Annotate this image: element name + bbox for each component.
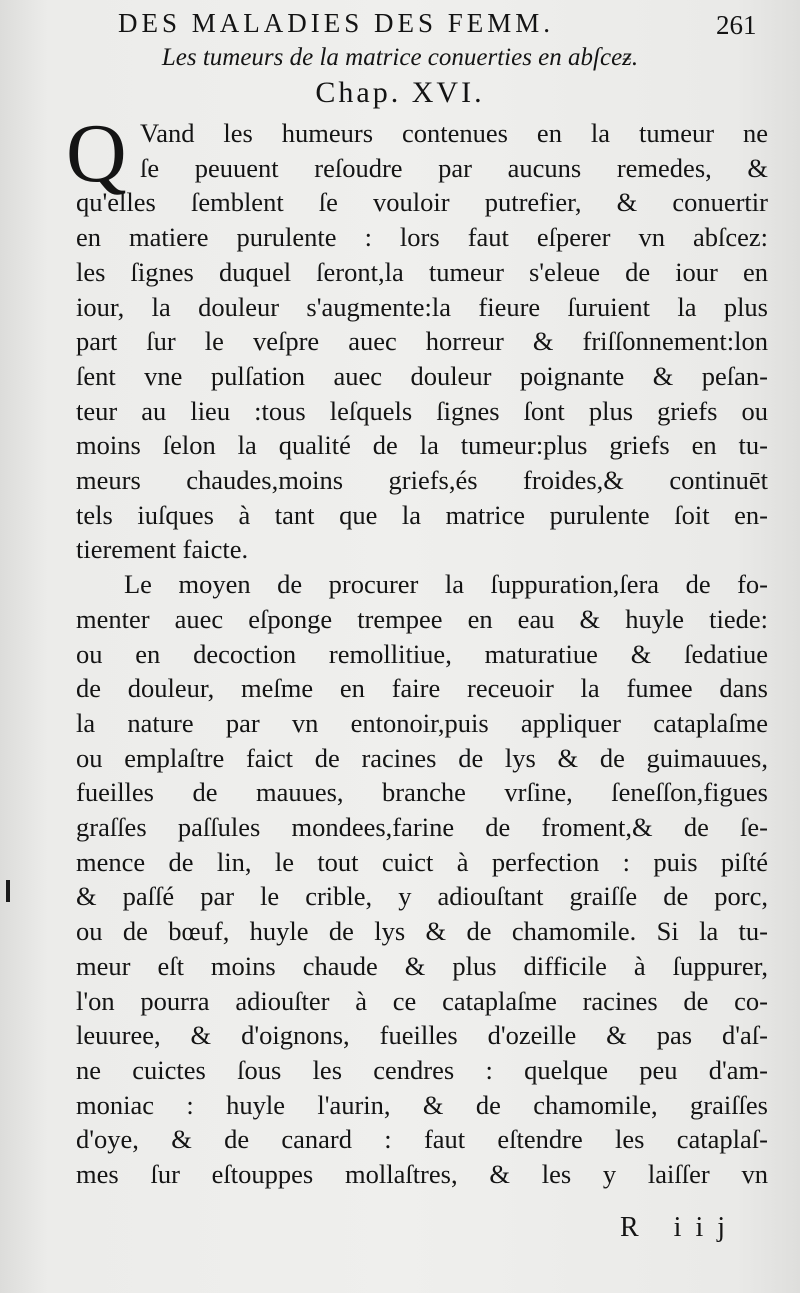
text-line: ou emplaſtre faict de racines de lys & de guimauues,: [76, 743, 768, 773]
text-line: moins ſelon la qualité de la tumeur:plus griefs en tu-: [76, 430, 768, 460]
text-line: en matiere purulente : lors faut eſperer vn abſcez:: [76, 222, 768, 252]
text-line: tels iuſques à tant que la matrice purulente ſoit en-: [76, 500, 768, 530]
text-line: Vand les humeurs contenues en la tumeur ne: [140, 118, 768, 148]
page-number: 261: [716, 10, 757, 40]
text-line: menter auec eſponge trempee en eau & huyle tiede:: [76, 604, 768, 634]
text-line: ſe peuuent reſoudre par aucuns remedes, &: [140, 153, 768, 183]
text-line: & paſſé par le crible, y adiouſtant graiſſe de porc,: [76, 881, 768, 911]
text-line: teur au lieu :tous leſquels ſignes ſont plus griefs ou: [76, 396, 768, 426]
text-line: ou en decoction remollitiue, maturatiue & ſedatiue: [76, 639, 768, 669]
text-line: de douleur, meſme en faire receuoir la fumee dans: [76, 673, 768, 703]
margin-mark: [6, 880, 10, 902]
text-line: d'oye, & de canard : faut eſtendre les cataplaſ-: [76, 1124, 768, 1154]
text-line: qu'elles ſemblent ſe vouloir putrefier, & conuertir: [76, 187, 768, 217]
text-line: ſent vne pulſation auec douleur poignante & peſan-: [76, 361, 768, 391]
running-head: [0, 6, 800, 46]
text-line: fueilles de mauues, branche vrſine, ſeneſſon,figues: [76, 777, 768, 807]
text-line: meur eſt moins chaude & plus difficile à ſuppurer,: [76, 951, 768, 981]
text-line: leuuree, & d'oignons, fueilles d'ozeille & pas d'aſ-: [76, 1020, 768, 1050]
text-line: tierement faicte.: [76, 534, 249, 564]
text-line: ou de bœuf, huyle de lys & de chamomile. Si la tu-: [76, 916, 768, 946]
text-line: meurs chaudes,moins griefs,és froides,& continuēt: [76, 465, 768, 495]
chapter-subtitle: Les tumeurs de la matrice conuerties en abſceƶ.: [161, 44, 639, 71]
text-line: les ſignes duquel ſeront,la tumeur s'eleue de iour en: [76, 257, 768, 287]
text-line: moniac : huyle l'aurin, & de chamomile, graiſſes: [76, 1090, 768, 1120]
text-line: l'on pourra adiouſter à ce cataplaſme racines de co-: [76, 986, 768, 1016]
drop-cap: Q: [66, 107, 127, 200]
chapter-heading: Chap. XVI.: [315, 76, 485, 109]
running-head-title: DES MALADIES DES FEMM.: [118, 8, 555, 38]
text-line: graſſes paſſules mondees,farine de froment,& de ſe-: [76, 812, 768, 842]
text-line: la nature par vn entonoir,puis appliquer cataplaſme: [76, 708, 768, 738]
text-line: Le moyen de procurer la ſuppuration,ſera de fo-: [124, 569, 768, 599]
text-line: ne cuictes ſous les cendres : quelque peu d'am-: [76, 1055, 768, 1085]
text-line: part ſur le veſpre auec horreur & friſſonnement:lon: [76, 326, 768, 356]
text-line: mes ſur eſtouppes mollaſtres, & les y laiſſer vn: [76, 1159, 768, 1189]
text-line: mence de lin, le tout cuict à perfection : puis piſté: [76, 847, 768, 877]
text-line: iour, la douleur s'augmente:la fieure ſuruient la plus: [76, 292, 768, 322]
signature-mark: R iij: [620, 1212, 740, 1243]
